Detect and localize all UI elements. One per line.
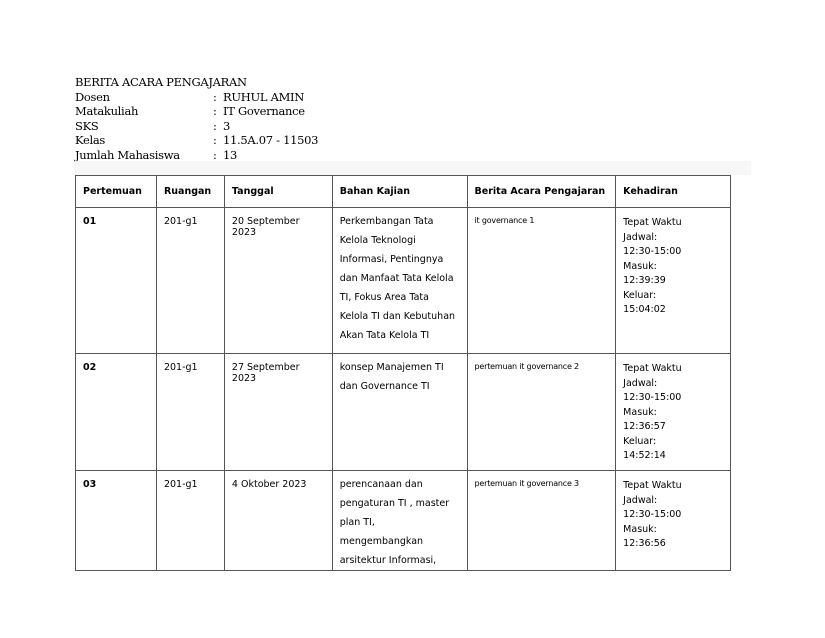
cell-bahan-kajian: konsep Manajemen TI dan Governance TI [332, 354, 467, 471]
field-separator: : [213, 89, 217, 104]
kehadiran-masuk-label: Masuk: [623, 406, 657, 418]
field-value: 13 [223, 147, 238, 162]
cell-pertemuan: 02 [76, 354, 157, 471]
field-label: Jumlah Mahasiswa [75, 147, 180, 162]
column-header-tanggal: Tanggal [224, 176, 332, 208]
kehadiran-masuk-label: Masuk: [623, 260, 657, 272]
field-label: Kelas [75, 133, 106, 147]
kehadiran-jadwal-label: Jadwal: [623, 377, 658, 389]
cell-ruangan: 201-g1 [156, 208, 224, 354]
field-separator: : [213, 133, 217, 147]
cell-tanggal: 27 September 2023 [224, 354, 332, 471]
field-jumlah-mahasiswa [75, 148, 318, 163]
kehadiran-jadwal-value: 12:30-15:00 [623, 509, 682, 520]
cell-ruangan: 201-g1 [156, 471, 224, 571]
field-separator: : [213, 104, 217, 118]
column-header-kehadiran: Kehadiran [616, 176, 731, 208]
cell-kehadiran [616, 354, 731, 471]
kehadiran-masuk-value: 12:36:56 [623, 538, 666, 549]
attendance-table [75, 175, 731, 571]
kehadiran-jadwal-value: 12:30-15:00 [623, 392, 682, 403]
field-label: SKS [75, 118, 99, 133]
document-header [75, 75, 318, 162]
cell-berita-acara: pertemuan it governance 2 [467, 354, 616, 471]
field-value: 11.5A.07 - 11503 [223, 133, 319, 147]
field-matakuliah [75, 104, 318, 119]
kehadiran-masuk-value: 12:39:39 [623, 275, 666, 286]
kehadiran-keluar-label: Keluar: [623, 289, 657, 301]
kehadiran-status: Tepat Waktu [623, 480, 682, 491]
kehadiran-jadwal-value: 12:30-15:00 [623, 246, 682, 257]
kehadiran-keluar-value: 15:04:02 [623, 304, 666, 315]
cell-kehadiran [616, 208, 731, 354]
kehadiran-jadwal-label: Jadwal: [623, 231, 658, 243]
field-separator: : [213, 118, 217, 133]
table-row [76, 471, 731, 571]
cell-bahan-kajian: perencanaan dan pengaturan TI , master plan TI, mengembangkan arsitektur Informasi, [332, 471, 467, 571]
table-header-row [76, 176, 731, 208]
field-label: Dosen [75, 89, 110, 104]
document-title: BERITA ACARA PENGAJARAN [75, 75, 247, 89]
field-value: 3 [223, 118, 231, 133]
cell-bahan-kajian: Perkembangan Tata Kelola Teknologi Informasi, Pentingnya dan Manfaat Tata Kelola TI, Fokus Area Tata Kelola TI dan Kebutuhan Akan Tata Kelola TI [332, 208, 467, 354]
cell-pertemuan: 01 [76, 208, 157, 354]
kehadiran-status: Tepat Waktu [623, 363, 682, 374]
column-header-ruangan: Ruangan [156, 176, 224, 208]
kehadiran-masuk-value: 12:36:57 [623, 421, 666, 432]
field-kelas [75, 133, 318, 148]
column-header-bahan-kajian: Bahan Kajian [332, 176, 467, 208]
kehadiran-keluar-label: Keluar: [623, 435, 657, 447]
field-label: Matakuliah [75, 104, 139, 118]
cell-kehadiran [616, 471, 731, 571]
field-separator: : [213, 147, 217, 162]
table-row [76, 208, 731, 354]
table-row [76, 354, 731, 471]
table-top-band [75, 161, 751, 175]
kehadiran-keluar-value: 14:52:14 [623, 450, 666, 461]
kehadiran-jadwal-label: Jadwal: [623, 494, 658, 506]
kehadiran-status: Tepat Waktu [623, 217, 682, 228]
field-dosen [75, 90, 318, 105]
kehadiran-masuk-label: Masuk: [623, 523, 657, 535]
column-header-berita-acara: Berita Acara Pengajaran [467, 176, 616, 208]
cell-pertemuan: 03 [76, 471, 157, 571]
cell-berita-acara: pertemuan it governance 3 [467, 471, 616, 571]
field-value: RUHUL AMIN [223, 89, 305, 104]
field-value: IT Governance [223, 104, 305, 118]
column-header-pertemuan: Pertemuan [76, 176, 157, 208]
cell-ruangan: 201-g1 [156, 354, 224, 471]
cell-berita-acara: it governance 1 [467, 208, 616, 354]
cell-tanggal: 4 Oktober 2023 [224, 471, 332, 571]
cell-tanggal: 20 September 2023 [224, 208, 332, 354]
field-sks [75, 119, 318, 134]
